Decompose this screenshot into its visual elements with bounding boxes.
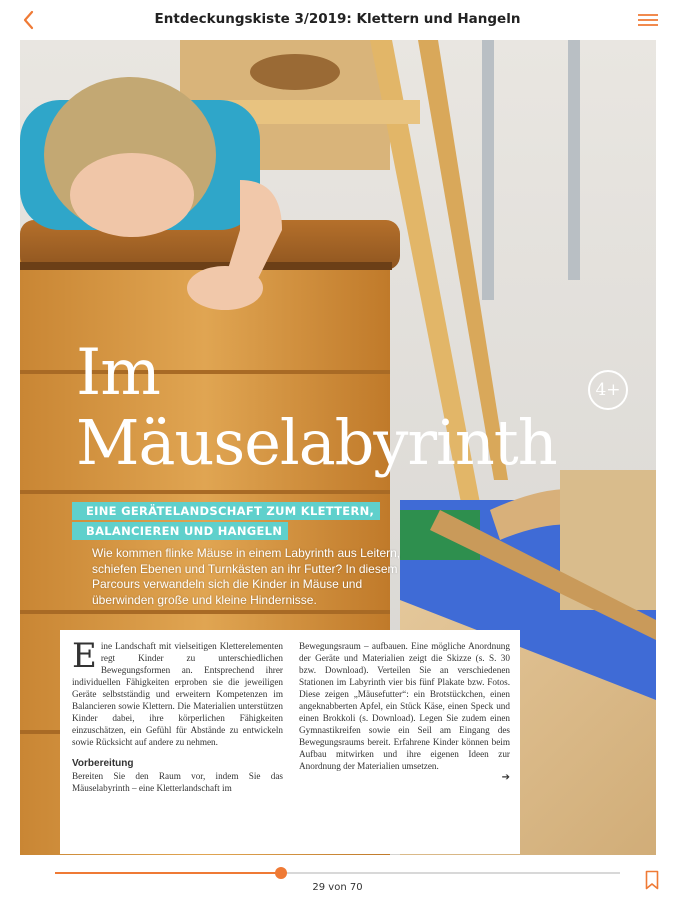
article-lead: Wie kommen flinke Mäuse in einem Labyrinth aus Leitern, schiefen Ebenen und Turnkästen an ihr Futter? In diesem Parcours verwandeln sich die Kinder in Mäuse und überwinden große und kleine Hindernisse. — [92, 546, 401, 607]
magazine-page[interactable] — [20, 40, 656, 855]
article-headline — [76, 338, 557, 478]
text-column-1 — [72, 636, 283, 844]
age-badge: 4+ — [588, 370, 628, 410]
hamburger-menu-icon — [637, 10, 659, 30]
subtitle-line-2: BALANCIEREN UND HANGELN — [72, 522, 288, 540]
page-progress-slider[interactable] — [55, 872, 620, 874]
drop-cap: E — [72, 636, 97, 676]
section-heading: Vorbereitung — [72, 758, 134, 769]
article-text-box — [60, 630, 520, 854]
bookmark-icon — [645, 870, 659, 890]
progress-knob[interactable] — [275, 867, 287, 879]
headline-line-1: Im — [76, 336, 160, 410]
progress-fill — [55, 872, 281, 874]
continue-arrow-icon: ➔ — [501, 772, 510, 783]
article-subtitle — [72, 502, 380, 542]
body-paragraph: ine Landschaft mit vielseitigen Kletterelementen regt Kinder zu unterschiedlichen Bewegungsformen an. Entsprechend ihrer individuellen Fähigkeiten erproben sie die jeweiligen Geräte selbstständig und erweitern Kompetenzen im Balancieren sowie Klettern. Die Materialien unterstützen Kinder dabei, ihre körperlichen Fähigkeiten einzuschätzen, ein Gefühl für Abstände zu entwickeln sowie Rücksicht auf andere zu nehmen. — [72, 641, 283, 747]
page-counter: 29 von 70 — [312, 882, 363, 893]
body-paragraph: Bereiten Sie den Raum vor, indem Sie das Mäuselabyrinth – eine Kletterlandschaft im — [72, 771, 283, 793]
issue-title: Entdeckungskiste 3/2019: Klettern und Hangeln — [154, 11, 521, 27]
text-column-2 — [299, 640, 510, 844]
menu-button[interactable] — [637, 10, 659, 30]
bookmark-button[interactable] — [645, 870, 659, 890]
subtitle-line-1: EINE GERÄTELANDSCHAFT ZUM KLETTERN, — [72, 502, 380, 520]
headline-line-2: Mäuselabyrinth — [76, 406, 557, 479]
app-header — [0, 0, 675, 40]
body-paragraph: Bewegungsraum – aufbauen. Eine mögliche Anordnung der Geräte und Materialien zeigt die Skizze (s. S. 30 bzw. Download). Verteilen Sie an verschiedenen Stationen im Labyrinth vier bis fünf Plakate bzw. Fotos. Diese zeigen „Mäusefutter“: ein Brotstückchen, einen angeknabberten Apfel, ein Stück Käse, einen Speck und einen Brokkoli (s. Download). Legen Sie zudem einen Gymnastikreifen sowie ein Seil am Eingang des Bewegungsraums bereit. Erfahrene Kinder können beim Aufbau mitwirken und ihre eigenen Ideen zur Anordnung der Materialien umsetzen. — [299, 641, 510, 771]
